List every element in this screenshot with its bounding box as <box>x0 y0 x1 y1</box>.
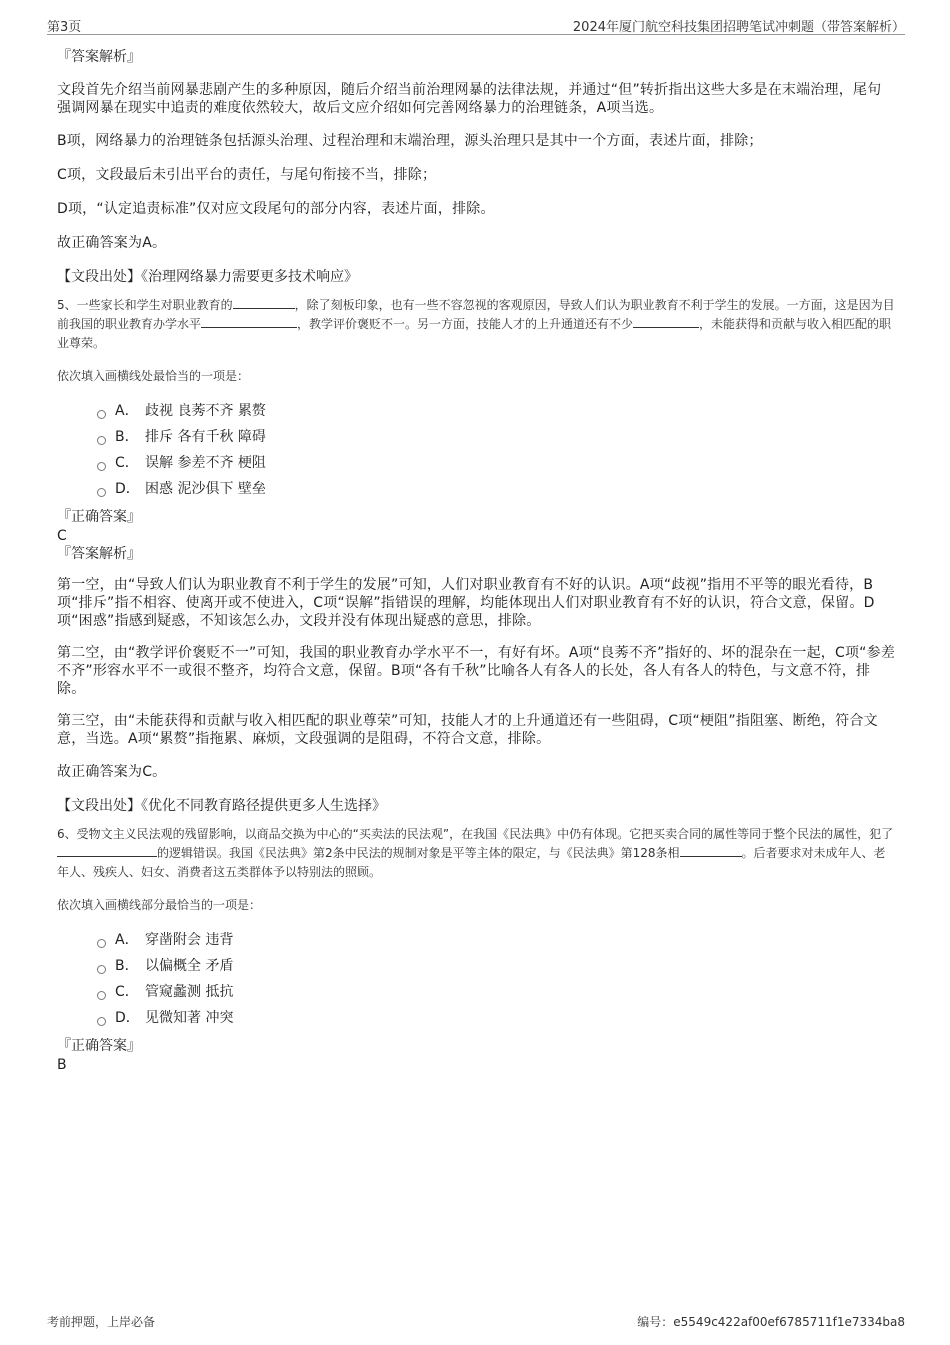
radio-icon[interactable] <box>97 991 106 1000</box>
question-5-stem: 5、一些家长和学生对职业教育的 ，除了刻板印象，也有一些不容忽视的客观原因，导致人们认为职业教育不利于学生的发展。一方面，这是因为目前我国的职业教育办学水平 ，教学评价褒贬不一。另一方面，技能人才的上升通道还有不少 ，未能获得和贡献与收入相匹配的职业尊荣。 <box>57 298 895 350</box>
analysis-paragraph: B项，网络暴力的治理链条包括源头治理、过程治理和末端治理，源头治理只是其中一个方面，表述片面，排除； <box>57 133 763 149</box>
correct-answer-label: 『正确答案』 <box>57 509 141 525</box>
document-id: 编号：e5549c422af00ef6785711f1e7334ba8 <box>637 1315 905 1329</box>
page-header <box>47 14 905 35</box>
analysis-paragraph: 第一空，由“导致人们认为职业教育不利于学生的发展”可知，人们对职业教育有不好的认识。A项“歧视”指用不平等的眼光看待，B项“排斥”指不相容、使离开或不使进入，C项“误解”指错误的理解，均能体现出人们对职业教育有不好的认识，符合文意，保留。D项“困惑”指感到疑惑，不知该怎么办，文段并没有体现出疑惑的意思，排除。 <box>57 577 875 629</box>
fill-blank <box>633 315 699 328</box>
analysis-paragraph: 文段首先介绍当前网暴悲剧产生的多种原因，随后介绍当前治理网暴的法律法规，并通过“但”转折指出这些大多是在末端治理，尾句强调网暴在现实中追责的难度依然较大，故后文应介绍如何完善网络暴力的治理链条，A项当选。 <box>57 82 882 116</box>
analysis-label: 『答案解析』 <box>57 546 141 562</box>
analysis-paragraph: C项，文段最后未引出平台的责任，与尾句衔接不当，排除； <box>57 167 437 183</box>
footer-slogan: 考前押题，上岸必备 <box>47 1315 156 1329</box>
page-number: 第3页 <box>47 20 82 35</box>
question-prompt: 依次填入画横线处最恰当的一项是： <box>57 369 250 383</box>
question-6-options <box>97 927 895 1031</box>
question-6-stem: 6、受物文主义民法观的残留影响，以商品交换为中心的“买卖法的民法观”，在我国《民法典》中仍有体现。它把买卖合同的属性等同于整个民法的属性，犯了的逻辑错误。我国《民法典》第2条中民法的规制对象是平等主体的限定，与《民法典》第128条相 。后者要求对未成年人、老年人、残疾人、妇女、消费者这五类群体予以特别法的照顾。 <box>57 827 894 879</box>
radio-icon[interactable] <box>97 410 106 419</box>
correct-answer: B <box>57 1057 67 1073</box>
fill-blank <box>680 844 742 857</box>
question-prompt: 依次填入画横线部分最恰当的一项是： <box>57 898 262 912</box>
option-d[interactable]: D． 困惑 泥沙俱下 壁垒 <box>97 476 895 502</box>
option-a[interactable]: A． 穿凿附会 违背 <box>97 927 895 953</box>
analysis-label: 『答案解析』 <box>57 49 141 65</box>
radio-icon[interactable] <box>97 965 106 974</box>
fill-blank <box>201 315 297 328</box>
source-citation: 【文段出处】《治理网络暴力需要更多技术响应》 <box>57 269 358 285</box>
question-5-options <box>97 398 895 502</box>
option-a[interactable]: A． 歧视 良莠不齐 累赘 <box>97 398 895 424</box>
analysis-paragraph: D项，“认定追责标准”仅对应文段尾句的部分内容，表述片面，排除。 <box>57 201 495 217</box>
radio-icon[interactable] <box>97 939 106 948</box>
option-c[interactable]: C． 误解 参差不齐 梗阻 <box>97 450 895 476</box>
correct-answer: C <box>57 528 67 544</box>
analysis-conclusion: 故正确答案为A。 <box>57 235 167 251</box>
correct-answer-label: 『正确答案』 <box>57 1038 141 1054</box>
radio-icon[interactable] <box>97 1017 106 1026</box>
fill-blank <box>233 296 295 309</box>
source-citation: 【文段出处】《优化不同教育路径提供更多人生选择》 <box>57 798 386 814</box>
analysis-paragraph: 第二空，由“教学评价褒贬不一”可知，我国的职业教育办学水平不一，有好有坏。A项“良莠不齐”指好的、坏的混杂在一起，C项“参差不齐”形容水平不一或很不整齐，均符合文意，保留。B项“各有千秋”比喻各人有各人的长处，各人有各人的特色，与文意不符，排除。 <box>57 645 896 697</box>
analysis-paragraph: 第三空，由“未能获得和贡献与收入相匹配的职业尊荣”可知，技能人才的上升通道还有一些阻碍，C项“梗阻”指阻塞、断绝，符合文意，当选。A项“累赘”指拖累、麻烦，文段强调的是阻碍，不符合文意，排除。 <box>57 713 878 747</box>
fill-blank <box>57 844 157 857</box>
option-c[interactable]: C． 管窥蠡测 抵抗 <box>97 979 895 1005</box>
radio-icon[interactable] <box>97 462 106 471</box>
option-d[interactable]: D． 见微知著 冲突 <box>97 1005 895 1031</box>
radio-icon[interactable] <box>97 436 106 445</box>
document-title: 2024年厦门航空科技集团招聘笔试冲刺题（带答案解析） <box>572 20 905 35</box>
option-b[interactable]: B． 以偏概全 矛盾 <box>97 953 895 979</box>
option-b[interactable]: B． 排斥 各有千秋 障碍 <box>97 424 895 450</box>
radio-icon[interactable] <box>97 488 106 497</box>
analysis-conclusion: 故正确答案为C。 <box>57 764 167 780</box>
document-body <box>57 48 895 1074</box>
